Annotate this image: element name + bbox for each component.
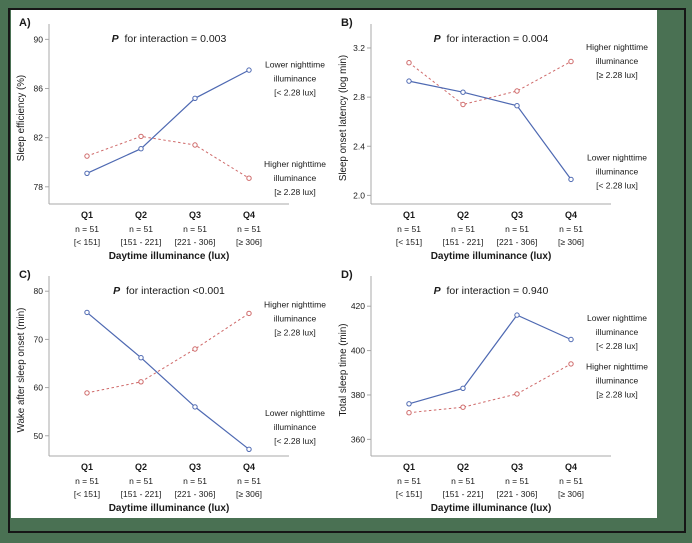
- x-category-label: Q4: [564, 210, 578, 220]
- range-label: [221 - 306]: [496, 489, 538, 499]
- legend-higher-line: Higher nighttime: [586, 42, 648, 53]
- series-marker-higher: [407, 61, 411, 65]
- series-marker-higher: [247, 311, 251, 315]
- p-value-label: P for interaction = 0.003: [111, 33, 227, 45]
- series-marker-lower: [85, 171, 89, 175]
- legend-lower-line: illuminance: [595, 166, 639, 177]
- legend-lower-line: [< 2.28 lux]: [274, 87, 316, 98]
- p-value-label: P for interaction = 0.940: [433, 285, 549, 297]
- range-label: [≥ 306]: [558, 237, 584, 247]
- n-label: n = 51: [183, 476, 207, 486]
- range-label: [221 - 306]: [496, 237, 538, 247]
- series-marker-lower: [515, 313, 519, 317]
- panel-b-sleep-onset-latency-chart: [335, 12, 655, 264]
- range-label: [151 - 221]: [442, 489, 484, 499]
- series-line-higher: [87, 313, 249, 393]
- range-label: [151 - 221]: [442, 237, 484, 247]
- legend-lower-line: Lower nighttime: [586, 313, 648, 324]
- range-label: [≥ 306]: [236, 489, 262, 499]
- y-tick-label: 80: [33, 286, 43, 297]
- y-tick-label: 70: [33, 334, 43, 345]
- series-marker-lower: [139, 147, 143, 151]
- series-marker-higher: [515, 89, 519, 93]
- legend-higher-line: illuminance: [273, 313, 317, 324]
- series-marker-higher: [139, 134, 143, 138]
- legend-lower-line: Lower nighttime: [264, 59, 326, 70]
- n-label: n = 51: [129, 224, 153, 234]
- y-axis-title: Sleep onset latency (log min): [338, 54, 349, 182]
- x-category-label: Q4: [242, 462, 256, 472]
- legend-higher-line: Higher nighttime: [264, 299, 326, 310]
- chart-svg-c: [13, 264, 333, 516]
- series-marker-higher: [461, 102, 465, 106]
- x-axis-title: Daytime illuminance (lux): [108, 503, 230, 514]
- n-label: n = 51: [451, 476, 475, 486]
- panel-a-sleep-efficiency-chart: [13, 12, 333, 264]
- x-category-label: Q2: [456, 462, 470, 472]
- chart-svg-a: [13, 12, 333, 264]
- panel-label: C): [19, 269, 31, 281]
- y-axis-title: Sleep efficiency (%): [16, 74, 27, 162]
- series-line-lower: [87, 312, 249, 449]
- legend-higher-line: [≥ 2.28 lux]: [274, 327, 316, 338]
- series-marker-higher: [569, 59, 573, 63]
- y-tick-label: 90: [33, 34, 43, 45]
- series-marker-lower: [193, 405, 197, 409]
- figure-canvas: [11, 10, 657, 518]
- legend-higher-line: illuminance: [273, 173, 317, 184]
- range-label: [< 151]: [395, 489, 423, 499]
- series-marker-higher: [569, 362, 573, 366]
- series-marker-lower: [193, 96, 197, 100]
- legend-higher-line: illuminance: [595, 375, 639, 386]
- series-marker-higher: [515, 392, 519, 396]
- n-label: n = 51: [505, 476, 529, 486]
- y-tick-label: 60: [33, 382, 43, 393]
- series-line-lower: [87, 70, 249, 173]
- chart-svg-b: [335, 12, 655, 264]
- n-label: n = 51: [129, 476, 153, 486]
- legend-higher-line: [≥ 2.28 lux]: [596, 70, 638, 81]
- legend-higher-line: Higher nighttime: [586, 361, 648, 372]
- legend-lower-line: illuminance: [273, 73, 317, 84]
- range-label: [221 - 306]: [174, 237, 216, 247]
- y-tick-label: 50: [33, 430, 43, 441]
- series-marker-lower: [407, 79, 411, 83]
- panel-c-wake-after-sleep-onset-chart: [13, 264, 333, 516]
- y-tick-label: 400: [350, 345, 365, 356]
- legend-lower-line: Lower nighttime: [264, 407, 326, 418]
- n-label: n = 51: [183, 224, 207, 234]
- series-marker-higher: [193, 347, 197, 351]
- n-label: n = 51: [559, 224, 583, 234]
- n-label: n = 51: [237, 224, 261, 234]
- series-marker-lower: [515, 104, 519, 108]
- range-label: [< 151]: [73, 489, 101, 499]
- p-value-label: P for interaction = 0.004: [433, 33, 549, 45]
- legend-higher-line: illuminance: [595, 56, 639, 67]
- x-category-label: Q1: [402, 210, 416, 220]
- panel-label: D): [341, 269, 353, 281]
- series-marker-higher: [247, 176, 251, 180]
- y-tick-label: 360: [350, 434, 365, 445]
- legend-lower-line: illuminance: [273, 421, 317, 432]
- series-marker-higher: [139, 380, 143, 384]
- series-line-higher: [409, 62, 571, 105]
- x-category-label: Q4: [564, 462, 578, 472]
- legend-lower-line: [< 2.28 lux]: [274, 435, 316, 446]
- n-label: n = 51: [397, 476, 421, 486]
- y-axis-title: Wake after sleep onset (min): [16, 307, 27, 433]
- x-category-label: Q3: [188, 462, 202, 472]
- y-tick-label: 3.2: [353, 42, 365, 53]
- series-line-lower: [409, 315, 571, 404]
- x-axis-title: Daytime illuminance (lux): [430, 503, 552, 514]
- series-marker-higher: [193, 143, 197, 147]
- series-marker-higher: [85, 391, 89, 395]
- y-tick-label: 420: [350, 301, 365, 312]
- x-category-label: Q3: [510, 210, 524, 220]
- legend-higher-line: [≥ 2.28 lux]: [596, 389, 638, 400]
- range-label: [151 - 221]: [120, 237, 162, 247]
- legend-higher-line: [≥ 2.28 lux]: [274, 187, 316, 198]
- n-label: n = 51: [397, 224, 421, 234]
- n-label: n = 51: [451, 224, 475, 234]
- series-line-lower: [409, 81, 571, 179]
- range-label: [221 - 306]: [174, 489, 216, 499]
- y-tick-label: 2.4: [353, 141, 365, 152]
- series-marker-lower: [569, 337, 573, 341]
- x-category-label: Q2: [456, 210, 470, 220]
- series-marker-lower: [461, 386, 465, 390]
- series-marker-lower: [247, 68, 251, 72]
- x-category-label: Q3: [188, 210, 202, 220]
- legend-lower-line: illuminance: [595, 327, 639, 338]
- series-marker-lower: [139, 356, 143, 360]
- p-value-label: P for interaction <0.001: [113, 285, 225, 297]
- y-tick-label: 82: [33, 132, 43, 143]
- n-label: n = 51: [75, 224, 99, 234]
- x-category-label: Q1: [402, 462, 416, 472]
- range-label: [≥ 306]: [558, 489, 584, 499]
- n-label: n = 51: [75, 476, 99, 486]
- x-category-label: Q1: [80, 210, 94, 220]
- x-category-label: Q1: [80, 462, 94, 472]
- y-tick-label: 2.0: [353, 190, 365, 201]
- y-tick-label: 380: [350, 389, 365, 400]
- legend-higher-line: Higher nighttime: [264, 159, 326, 170]
- y-tick-label: 2.8: [353, 92, 365, 103]
- n-label: n = 51: [237, 476, 261, 486]
- y-axis-title: Total sleep time (min): [338, 323, 349, 417]
- range-label: [< 151]: [395, 237, 423, 247]
- y-tick-label: 78: [33, 181, 43, 192]
- series-marker-lower: [569, 177, 573, 181]
- series-line-higher: [87, 136, 249, 178]
- x-axis-title: Daytime illuminance (lux): [430, 251, 552, 262]
- series-line-higher: [409, 364, 571, 413]
- panel-d-total-sleep-time-chart: [335, 264, 655, 516]
- n-label: n = 51: [559, 476, 583, 486]
- legend-lower-line: [< 2.28 lux]: [596, 341, 638, 352]
- range-label: [≥ 306]: [236, 237, 262, 247]
- n-label: n = 51: [505, 224, 529, 234]
- series-marker-higher: [461, 405, 465, 409]
- legend-lower-line: [< 2.28 lux]: [596, 180, 638, 191]
- series-marker-higher: [85, 154, 89, 158]
- panel-label: B): [341, 17, 353, 29]
- panel-label: A): [19, 17, 31, 29]
- legend-lower-line: Lower nighttime: [586, 152, 648, 163]
- series-marker-lower: [407, 402, 411, 406]
- x-category-label: Q2: [134, 462, 148, 472]
- range-label: [< 151]: [73, 237, 101, 247]
- series-marker-higher: [407, 411, 411, 415]
- x-category-label: Q2: [134, 210, 148, 220]
- series-marker-lower: [247, 447, 251, 451]
- x-axis-title: Daytime illuminance (lux): [108, 251, 230, 262]
- x-category-label: Q4: [242, 210, 256, 220]
- y-tick-label: 86: [33, 83, 43, 94]
- x-category-label: Q3: [510, 462, 524, 472]
- range-label: [151 - 221]: [120, 489, 162, 499]
- series-marker-lower: [461, 90, 465, 94]
- series-marker-lower: [85, 310, 89, 314]
- chart-svg-d: [335, 264, 655, 516]
